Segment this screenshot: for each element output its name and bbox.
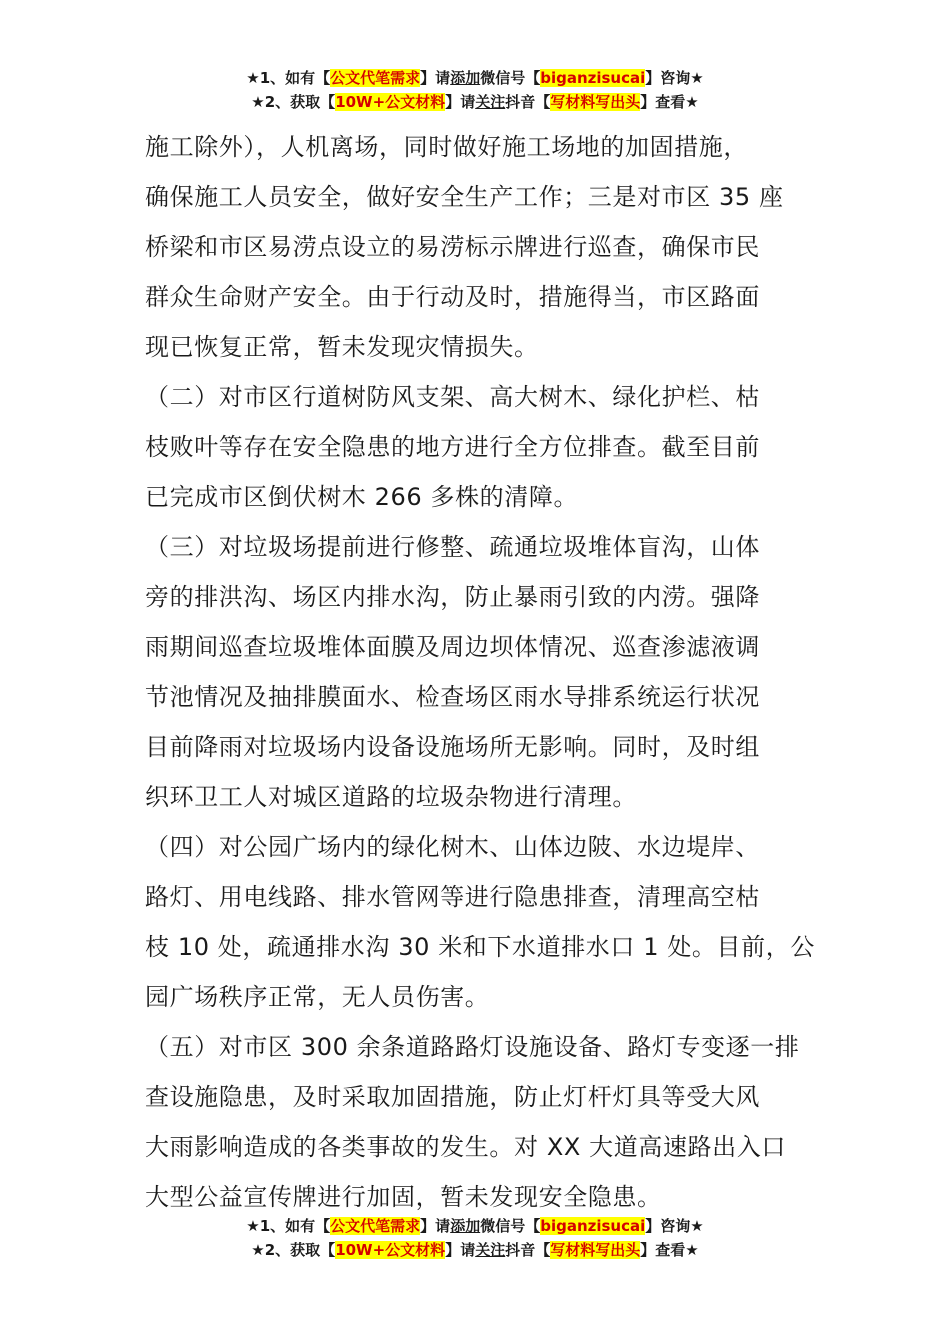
text-line: 雨期间巡查垃圾堆体面膜及周边坝体情况、巡查渗滤液调 xyxy=(145,633,760,661)
text-line: （五）对市区 300 余条道路路灯设施设备、路灯专变逐一排 xyxy=(145,1033,800,1061)
text-line: （三）对垃圾场提前进行修整、疏通垃圾堆体盲沟，山体 xyxy=(145,533,760,561)
text-line: 路灯、用电线路、排水管网等进行隐患排查，清理高空枯 xyxy=(145,883,760,911)
banner-text: ★1、如有【 xyxy=(246,1217,331,1235)
banner-text: 】请 xyxy=(420,69,451,87)
banner-line-2 xyxy=(0,90,950,114)
banner-underline: 添加 xyxy=(450,1217,481,1235)
paragraph-section-4 xyxy=(145,822,815,1022)
text-line: 桥梁和市区易涝点设立的易涝标示牌进行巡查，确保市民 xyxy=(145,233,760,261)
banner-line-2 xyxy=(0,1238,950,1262)
text-line: （二）对市区行道树防风支架、高大树木、绿化护栏、枯 xyxy=(145,383,760,411)
banner-text: 】咨询★ xyxy=(645,1217,704,1235)
text-line: 枝 10 处，疏通排水沟 30 米和下水道排水口 1 处。目前，公 xyxy=(145,933,815,961)
banner-highlight: biganzisucai xyxy=(540,69,646,87)
banner-text: ★2、获取【 xyxy=(251,93,336,111)
paragraph-section-2 xyxy=(145,372,810,522)
text-line: 旁的排洪沟、场区内排水沟，防止暴雨引致的内涝。强降 xyxy=(145,583,760,611)
text-line: 大型公益宣传牌进行加固，暂未发现安全隐患。 xyxy=(145,1183,662,1211)
text-line: 节池情况及抽排膜面水、检查场区雨水导排系统运行状况 xyxy=(145,683,760,711)
banner-underline: 添加 xyxy=(450,69,481,87)
text-line: 群众生命财产安全。由于行动及时，措施得当，市区路面 xyxy=(145,283,760,311)
banner-text: 】查看★ xyxy=(640,1241,699,1259)
banner-highlight: biganzisucai xyxy=(540,1217,646,1235)
text-line: 确保施工人员安全，做好安全生产工作；三是对市区 35 座 xyxy=(145,183,784,211)
text-line: 目前降雨对垃圾场内设备设施场所无影响。同时，及时组 xyxy=(145,733,760,761)
banner-underline: 关注 xyxy=(475,93,506,111)
text-line: 查设施隐患，及时采取加固措施，防止灯杆灯具等受大风 xyxy=(145,1083,760,1111)
text-line: 枝败叶等存在安全隐患的地方进行全方位排查。截至目前 xyxy=(145,433,760,461)
banner-text: ★1、如有【 xyxy=(246,69,331,87)
banner-highlight: 10W+公文材料 xyxy=(335,93,446,111)
banner-text: 】咨询★ xyxy=(645,69,704,87)
text-line: （四）对公园广场内的绿化树木、山体边陂、水边堤岸、 xyxy=(145,833,760,861)
banner-text: 】请 xyxy=(445,93,476,111)
paragraph-section-3 xyxy=(145,522,810,822)
banner-text: 】请 xyxy=(445,1241,476,1259)
banner-text: 抖音【 xyxy=(505,93,551,111)
footer-banner xyxy=(0,1214,950,1262)
text-line: 现已恢复正常，暂未发现灾情损失。 xyxy=(145,333,539,361)
banner-underline: 关注 xyxy=(475,1241,506,1259)
banner-line-1 xyxy=(0,1214,950,1238)
banner-text: 】请 xyxy=(420,1217,451,1235)
text-line: 大雨影响造成的各类事故的发生。对 XX 大道高速路出入口 xyxy=(145,1133,786,1161)
text-line: 园广场秩序正常，无人员伤害。 xyxy=(145,983,490,1011)
banner-text: 微信号【 xyxy=(480,1217,541,1235)
paragraph-continuation xyxy=(145,122,810,372)
banner-text: 抖音【 xyxy=(505,1241,551,1259)
banner-text: 微信号【 xyxy=(480,69,541,87)
banner-text: ★2、获取【 xyxy=(251,1241,336,1259)
banner-highlight: 写材料写出头 xyxy=(550,1241,641,1259)
text-line: 施工除外），人机离场，同时做好施工场地的加固措施， xyxy=(145,133,748,161)
banner-line-1 xyxy=(0,66,950,90)
banner-highlight: 公文代笔需求 xyxy=(330,1217,421,1235)
banner-text: 】查看★ xyxy=(640,93,699,111)
text-line: 织环卫工人对城区道路的垃圾杂物进行清理。 xyxy=(145,783,637,811)
banner-highlight: 公文代笔需求 xyxy=(330,69,421,87)
text-line: 已完成市区倒伏树木 266 多株的清障。 xyxy=(145,483,579,511)
paragraph-section-5 xyxy=(145,1022,810,1222)
header-banner xyxy=(0,66,950,114)
document-body xyxy=(145,122,815,1222)
banner-highlight: 10W+公文材料 xyxy=(335,1241,446,1259)
banner-highlight: 写材料写出头 xyxy=(550,93,641,111)
